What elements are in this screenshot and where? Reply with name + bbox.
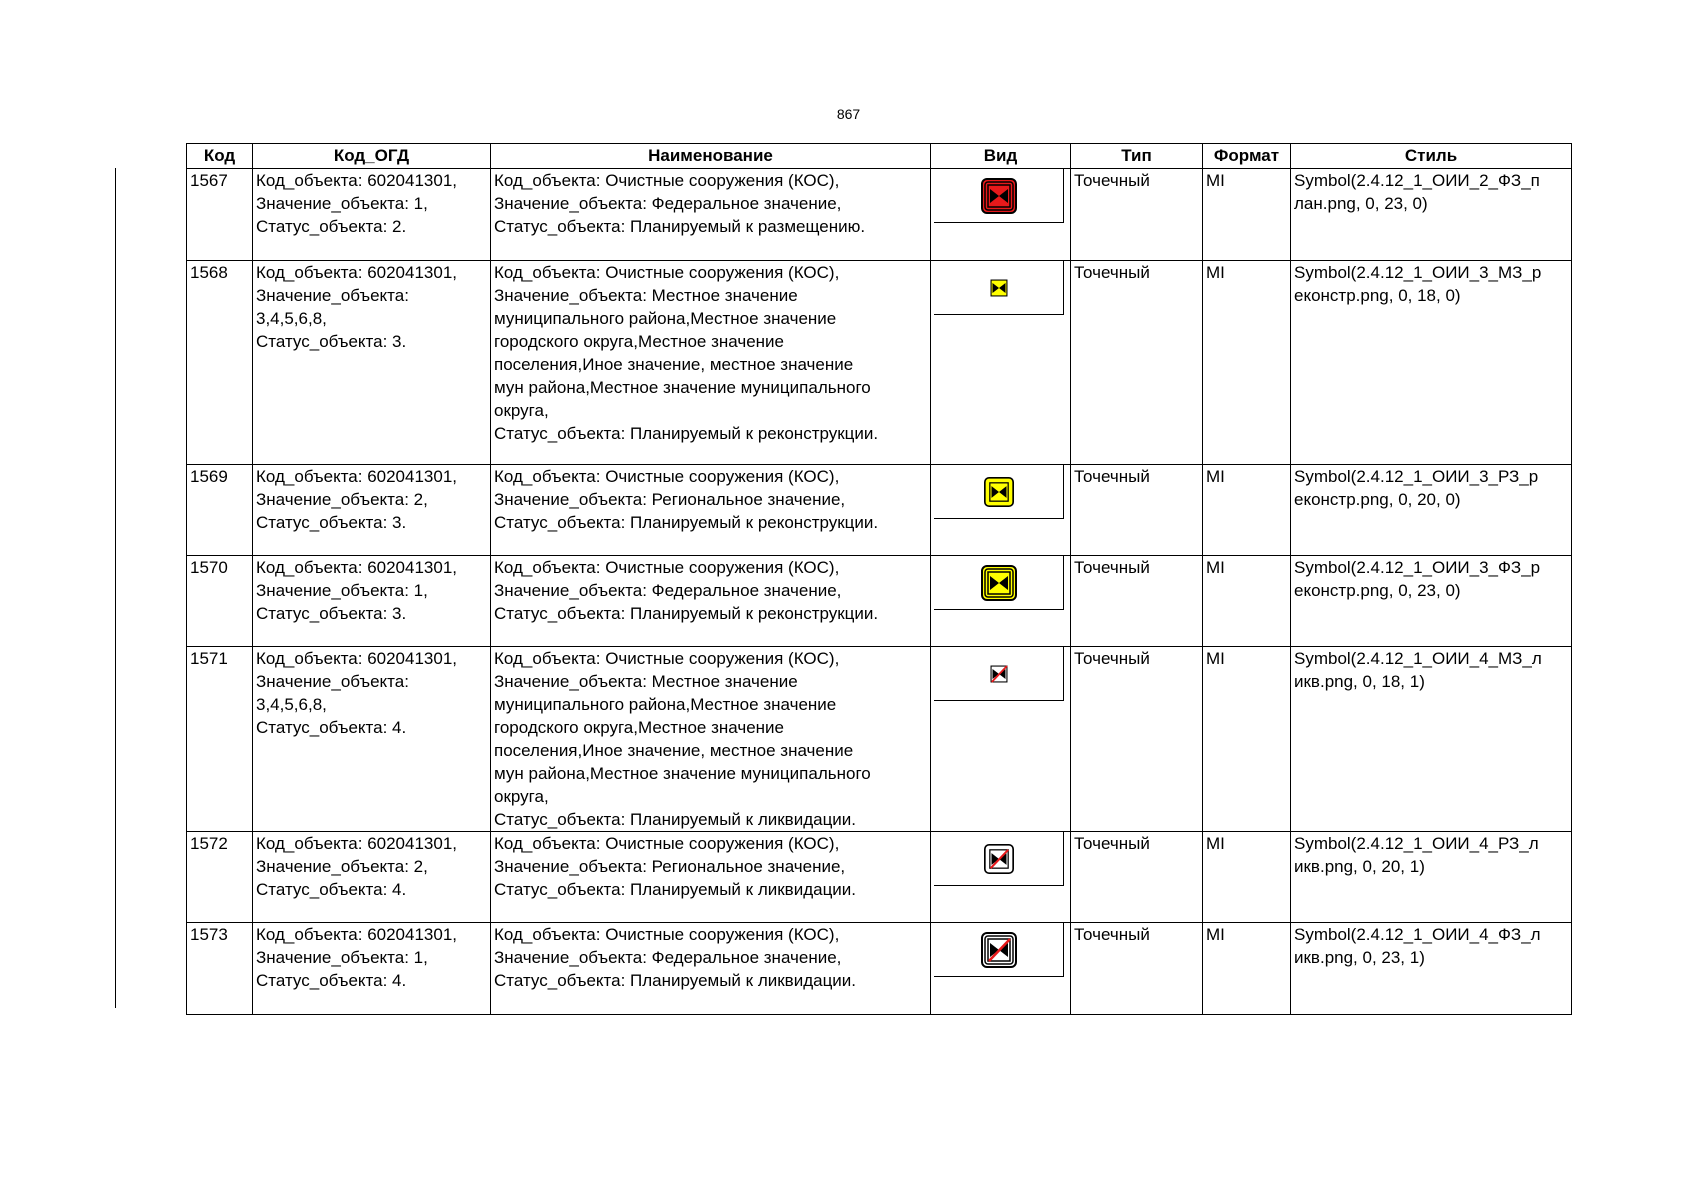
cell-type: Точечный xyxy=(1071,647,1203,832)
kos-regional-liquidation-icon xyxy=(984,844,1014,874)
cell-code: 1572 xyxy=(187,832,253,923)
cell-name-line: мун района,Местное значение муниципального xyxy=(494,764,871,783)
cell-ogd xyxy=(253,647,491,832)
cell-name-line: Код_объекта: Очистные сооружения (КОС), xyxy=(494,263,840,282)
cell-name-line: Код_объекта: Очистные сооружения (КОС), xyxy=(494,834,840,853)
cell-style-line: лан.png, 0, 23, 0) xyxy=(1294,194,1428,213)
cell-style-line: икв.png, 0, 23, 1) xyxy=(1294,948,1425,967)
header-type: Тип xyxy=(1071,144,1203,169)
cell-name-line: Статус_объекта: Планируемый к размещению. xyxy=(494,217,866,236)
cell-name-line: Значение_объекта: Федеральное значение, xyxy=(494,194,842,213)
view-symbol-frame xyxy=(934,556,1064,610)
cell-name-line: городского округа,Местное значение xyxy=(494,718,785,737)
cell-view xyxy=(931,647,1071,832)
header-name: Наименование xyxy=(491,144,931,169)
cell-type: Точечный xyxy=(1071,832,1203,923)
cell-code: 1573 xyxy=(187,923,253,1015)
cell-style xyxy=(1291,556,1572,647)
cell-name-line: Статус_объекта: Планируемый к реконструкции. xyxy=(494,424,879,443)
cell-name xyxy=(491,169,931,261)
cell-ogd xyxy=(253,923,491,1015)
cell-name-line: Значение_объекта: Региональное значение, xyxy=(494,857,846,876)
cell-name-line: Код_объекта: Очистные сооружения (КОС), xyxy=(494,467,840,486)
cell-name xyxy=(491,923,931,1015)
cell-ogd-line: 3,4,5,6,8, xyxy=(256,695,327,714)
cell-name-line: Код_объекта: Очистные сооружения (КОС), xyxy=(494,171,840,190)
cell-view xyxy=(931,261,1071,465)
cell-code: 1568 xyxy=(187,261,253,465)
cell-code: 1569 xyxy=(187,465,253,556)
cell-style xyxy=(1291,923,1572,1015)
cell-ogd-line: Статус_объекта: 3. xyxy=(256,604,407,623)
cell-name-line: Статус_объекта: Планируемый к реконструкции. xyxy=(494,604,879,623)
cell-name-line: округа, xyxy=(494,401,549,420)
view-symbol-frame xyxy=(934,832,1064,886)
view-symbol-frame xyxy=(934,261,1064,315)
table-row xyxy=(187,465,1572,556)
cell-name-line: Значение_объекта: Федеральное значение, xyxy=(494,581,842,600)
cell-type: Точечный xyxy=(1071,923,1203,1015)
cell-name-line: Статус_объекта: Планируемый к ликвидации. xyxy=(494,810,857,829)
cell-ogd-line: Код_объекта: 602041301, xyxy=(256,649,458,668)
table-row xyxy=(187,169,1572,261)
cell-code: 1570 xyxy=(187,556,253,647)
cell-style-line: Symbol(2.4.12_1_ОИИ_4_ФЗ_л xyxy=(1294,925,1541,944)
cell-style-line: Symbol(2.4.12_1_ОИИ_4_РЗ_л xyxy=(1294,834,1539,853)
cell-ogd-line: Статус_объекта: 3. xyxy=(256,513,407,532)
cell-format: MI xyxy=(1203,169,1291,261)
margin-line xyxy=(115,168,116,1008)
cell-ogd-line: Код_объекта: 602041301, xyxy=(256,558,458,577)
cell-ogd-line: Значение_объекта: xyxy=(256,286,409,305)
cell-format: MI xyxy=(1203,556,1291,647)
cell-format: MI xyxy=(1203,647,1291,832)
cell-name xyxy=(491,261,931,465)
table-header-row xyxy=(187,144,1572,169)
cell-name xyxy=(491,465,931,556)
cell-ogd-line: Статус_объекта: 3. xyxy=(256,332,407,351)
cell-ogd xyxy=(253,832,491,923)
cell-type: Точечный xyxy=(1071,556,1203,647)
kos-local-reconstruction-icon xyxy=(986,275,1012,301)
cell-view xyxy=(931,832,1071,923)
cell-style-line: Symbol(2.4.12_1_ОИИ_3_РЗ_р xyxy=(1294,467,1539,486)
cell-name-line: Статус_объекта: Планируемый к ликвидации. xyxy=(494,880,857,899)
cell-ogd-line: Значение_объекта: 2, xyxy=(256,857,428,876)
kos-federal-liquidation-icon xyxy=(981,932,1017,968)
cell-style-line: икв.png, 0, 18, 1) xyxy=(1294,672,1425,691)
cell-format: MI xyxy=(1203,261,1291,465)
cell-ogd-line: Значение_объекта: 1, xyxy=(256,194,428,213)
cell-style xyxy=(1291,261,1572,465)
kos-federal-reconstruction-icon xyxy=(981,565,1017,601)
kos-regional-reconstruction-icon xyxy=(984,477,1014,507)
cell-type: Точечный xyxy=(1071,261,1203,465)
cell-name-line: Код_объекта: Очистные сооружения (КОС), xyxy=(494,649,840,668)
cell-ogd-line: Значение_объекта: 2, xyxy=(256,490,428,509)
cell-name-line: округа, xyxy=(494,787,549,806)
cell-style-line: еконстр.png, 0, 20, 0) xyxy=(1294,490,1461,509)
cell-name-line: муниципального района,Местное значение xyxy=(494,309,837,328)
cell-ogd-line: Код_объекта: 602041301, xyxy=(256,925,458,944)
cell-view xyxy=(931,465,1071,556)
cell-format: MI xyxy=(1203,923,1291,1015)
cell-style-line: Symbol(2.4.12_1_ОИИ_3_МЗ_р xyxy=(1294,263,1542,282)
cell-name-line: Значение_объекта: Местное значение xyxy=(494,286,798,305)
view-symbol-frame xyxy=(934,923,1064,977)
cell-style xyxy=(1291,465,1572,556)
table-row xyxy=(187,832,1572,923)
cell-format: MI xyxy=(1203,832,1291,923)
cell-ogd xyxy=(253,169,491,261)
header-ogd: Код_ОГД xyxy=(253,144,491,169)
cell-style-line: Symbol(2.4.12_1_ОИИ_4_МЗ_л xyxy=(1294,649,1542,668)
cell-style-line: Symbol(2.4.12_1_ОИИ_3_ФЗ_р xyxy=(1294,558,1541,577)
cell-style xyxy=(1291,832,1572,923)
cell-ogd-line: 3,4,5,6,8, xyxy=(256,309,327,328)
cell-style-line: икв.png, 0, 20, 1) xyxy=(1294,857,1425,876)
cell-name xyxy=(491,832,931,923)
cell-code: 1571 xyxy=(187,647,253,832)
cell-ogd-line: Код_объекта: 602041301, xyxy=(256,834,458,853)
table-row xyxy=(187,261,1572,465)
cell-name-line: муниципального района,Местное значение xyxy=(494,695,837,714)
view-symbol-frame xyxy=(934,647,1064,701)
cell-style xyxy=(1291,647,1572,832)
cell-view xyxy=(931,556,1071,647)
cell-name-line: Значение_объекта: Местное значение xyxy=(494,672,798,691)
view-symbol-frame xyxy=(934,169,1064,223)
cell-style xyxy=(1291,169,1572,261)
cell-ogd xyxy=(253,465,491,556)
cell-style-line: еконстр.png, 0, 23, 0) xyxy=(1294,581,1461,600)
cell-ogd-line: Статус_объекта: 4. xyxy=(256,880,407,899)
table-row xyxy=(187,556,1572,647)
view-symbol-frame xyxy=(934,465,1064,519)
cell-ogd-line: Статус_объекта: 4. xyxy=(256,718,407,737)
cell-view xyxy=(931,923,1071,1015)
cell-name-line: Статус_объекта: Планируемый к ликвидации. xyxy=(494,971,857,990)
cell-name-line: Значение_объекта: Региональное значение, xyxy=(494,490,846,509)
cell-name-line: Значение_объекта: Федеральное значение, xyxy=(494,948,842,967)
symbol-registry-table xyxy=(186,143,1572,1015)
cell-name-line: Код_объекта: Очистные сооружения (КОС), xyxy=(494,558,840,577)
cell-ogd-line: Статус_объекта: 4. xyxy=(256,971,407,990)
cell-ogd-line: Статус_объекта: 2. xyxy=(256,217,407,236)
cell-ogd-line: Код_объекта: 602041301, xyxy=(256,467,458,486)
header-style: Стиль xyxy=(1291,144,1572,169)
cell-type: Точечный xyxy=(1071,465,1203,556)
table-row xyxy=(187,647,1572,832)
cell-name-line: поселения,Иное значение, местное значение xyxy=(494,355,854,374)
cell-format: MI xyxy=(1203,465,1291,556)
cell-ogd-line: Код_объекта: 602041301, xyxy=(256,263,458,282)
cell-name-line: городского округа,Местное значение xyxy=(494,332,785,351)
cell-code: 1567 xyxy=(187,169,253,261)
cell-name xyxy=(491,556,931,647)
cell-name-line: мун района,Местное значение муниципального xyxy=(494,378,871,397)
cell-ogd-line: Значение_объекта: xyxy=(256,672,409,691)
cell-name-line: Статус_объекта: Планируемый к реконструкции. xyxy=(494,513,879,532)
table-row xyxy=(187,923,1572,1015)
page-number: 867 xyxy=(836,106,861,122)
cell-name xyxy=(491,647,931,832)
cell-ogd-line: Значение_объекта: 1, xyxy=(256,581,428,600)
cell-name-line: поселения,Иное значение, местное значение xyxy=(494,741,854,760)
cell-name-line: Код_объекта: Очистные сооружения (КОС), xyxy=(494,925,840,944)
cell-view xyxy=(931,169,1071,261)
cell-ogd-line: Код_объекта: 602041301, xyxy=(256,171,458,190)
kos-local-liquidation-icon xyxy=(986,661,1012,687)
header-view: Вид xyxy=(931,144,1071,169)
kos-federal-planned-icon xyxy=(981,178,1017,214)
cell-ogd-line: Значение_объекта: 1, xyxy=(256,948,428,967)
header-code: Код xyxy=(187,144,253,169)
cell-ogd xyxy=(253,556,491,647)
cell-type: Точечный xyxy=(1071,169,1203,261)
cell-style-line: Symbol(2.4.12_1_ОИИ_2_ФЗ_п xyxy=(1294,171,1540,190)
header-format: Формат xyxy=(1203,144,1291,169)
cell-style-line: еконстр.png, 0, 18, 0) xyxy=(1294,286,1461,305)
cell-ogd xyxy=(253,261,491,465)
